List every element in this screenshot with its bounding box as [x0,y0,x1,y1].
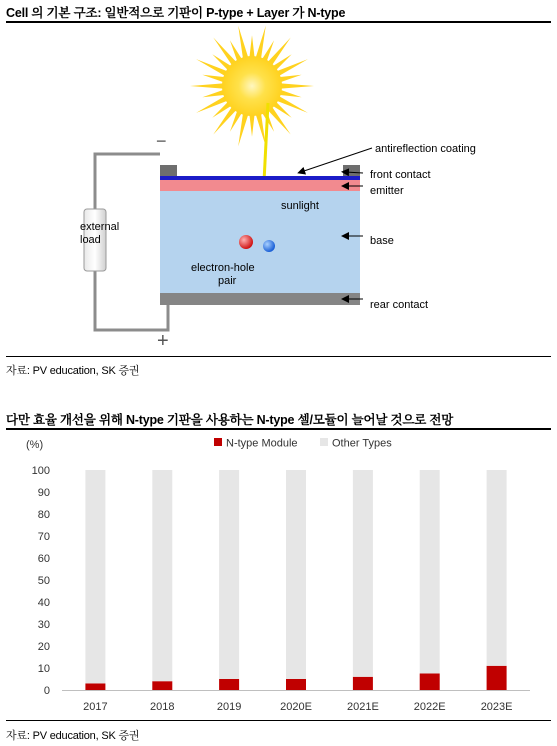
electron-hole-label-2: pair [218,275,237,287]
base-label: base [370,235,394,247]
x-tick-label: 2022E [413,701,446,713]
front-contact-left [160,165,177,176]
bar-n-type-module-2018 [152,681,172,690]
rear-contact-label: rear contact [370,299,429,311]
sun-icon [190,26,314,147]
electron-particle [263,240,275,252]
bar-other-types-2023e [487,470,507,666]
legend-label-other: Other Types [332,437,392,450]
legend-label-ntype: N-type Module [226,437,298,450]
y-tick-label: 100 [31,465,50,477]
antireflection-pointer [301,148,372,172]
antireflection-layer [160,176,360,180]
x-tick-label: 2021E [346,701,379,713]
antireflection-label: antireflection coating [375,143,476,155]
legend-swatch-other [320,438,328,446]
y-tick-label: 0 [43,685,50,697]
section2-bottom-rule [6,720,551,721]
bar-other-types-2020e [286,470,306,679]
bar-other-types-2019 [219,470,239,679]
hole-particle [239,235,253,249]
y-axis [32,465,50,697]
plus-terminal-label: + [157,330,169,352]
section2-top-rule [6,428,551,430]
bar-n-type-module-2019 [219,679,239,690]
ntype-share-chart [0,432,557,722]
bar-n-type-module-2022e [420,674,440,691]
x-tick-label: 2023E [480,701,513,713]
x-axis [83,701,512,713]
y-tick-label: 40 [37,597,50,609]
bar-other-types-2022e [420,470,440,674]
base-layer [160,191,360,293]
bar-n-type-module-2023e [487,666,507,690]
x-tick-label: 2019 [216,701,242,713]
y-tick-label: 80 [37,509,50,521]
y-tick-label: 60 [37,553,50,565]
minus-terminal-label: − [156,131,167,151]
y-tick-label: 30 [37,619,50,631]
section1-source: 자료: PV education, SK 증권 [6,365,140,377]
y-tick-label: 90 [37,487,50,499]
y-tick-label: 20 [37,641,50,653]
bar-n-type-module-2017 [85,683,105,690]
electron-hole-label-1: electron-hole [191,262,255,274]
bar-other-types-2021e [353,470,373,677]
bar-n-type-module-2021e [353,677,373,690]
bar-other-types-2017 [85,470,105,683]
front-contact-right [343,165,360,176]
y-tick-label: 70 [37,531,50,543]
section2-source: 자료: PV education, SK 증권 [6,730,140,742]
external-load-label-2: load [80,234,101,246]
y-tick-label: 10 [37,663,50,675]
bar-n-type-module-2020e [286,679,306,690]
y-tick-label: 50 [37,575,50,587]
section2-title: 다만 효율 개선을 위해 N-type 기판을 사용하는 N-type 셀/모듈이 늘어날 것으로 전망 [6,413,454,427]
x-tick-label: 2020E [280,701,312,713]
section1-bottom-rule [6,356,551,357]
y-axis-unit-label: (%) [26,439,44,451]
solar-cell-diagram [0,23,557,358]
legend-swatch-ntype [214,438,222,446]
x-tick-label: 2018 [150,701,175,713]
emitter-label: emitter [370,185,404,197]
section1-title: Cell 의 기본 구조: 일반적으로 기판이 P-type + Layer 가 N-type [6,6,346,20]
external-load-label-1: external [80,221,120,233]
chart-legend [214,438,392,450]
bars [85,470,506,690]
rear-contact-layer [160,293,360,305]
front-contact-label: front contact [370,169,431,181]
bar-other-types-2018 [152,470,172,681]
x-tick-label: 2017 [83,701,108,713]
sunlight-label: sunlight [281,200,319,212]
emitter-layer [160,180,360,191]
